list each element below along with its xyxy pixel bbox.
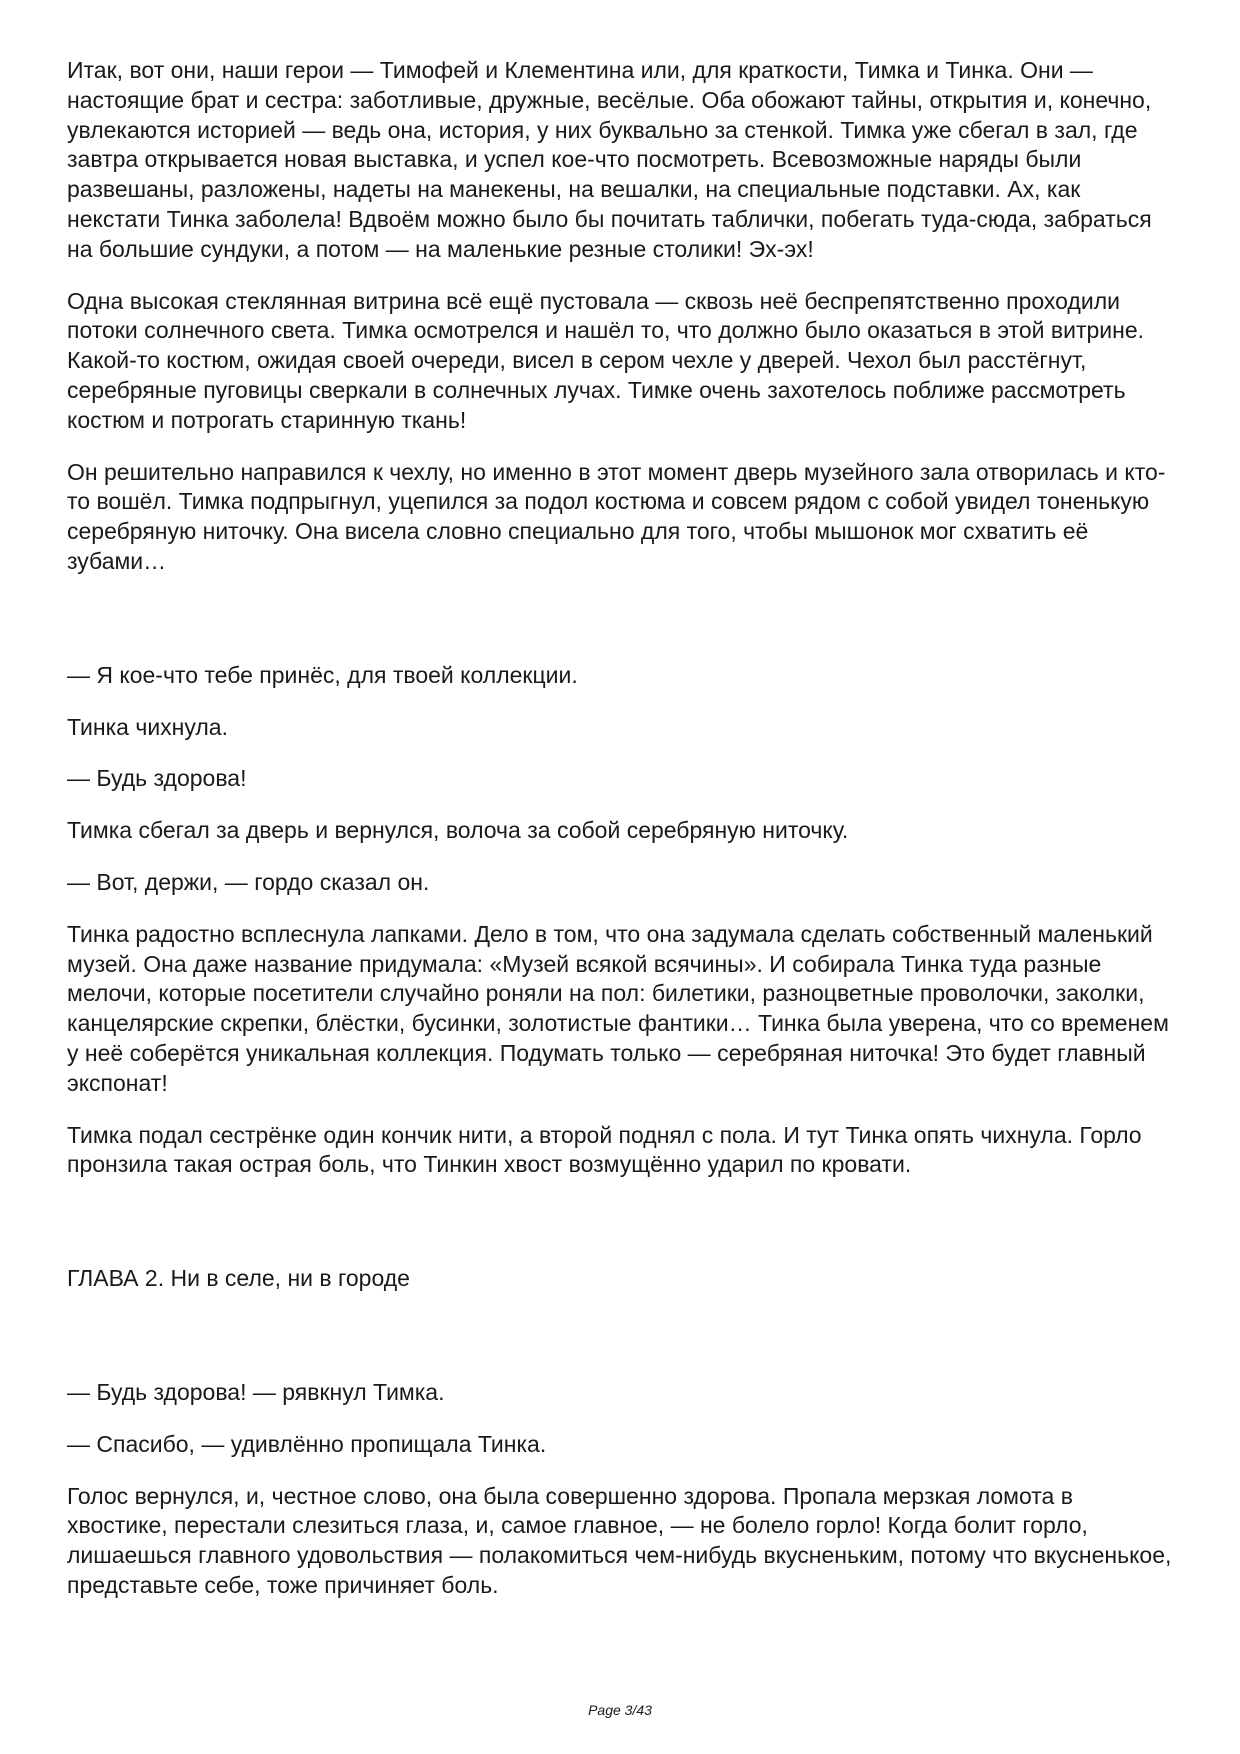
page-number: Page 3/43: [588, 1702, 652, 1718]
paragraph: Он решительно направился к чехлу, но именно в этот момент дверь музейного зала отворилась и кто-то вошёл. Тимка подпрыгнул, уцепился за подол костюма и совсем рядом с собой увидел тоненькую серебряную ниточку. Она висела словно специально для того, чтобы мышонок мог схватить её зубами…: [67, 458, 1166, 574]
paragraph: Тимка подал сестрёнке один кончик нити, а второй поднял с пола. И тут Тинка опять чихнула. Горло пронзила такая острая боль, что Тинкин хвост возмущённо ударил по кровати.: [67, 1121, 1142, 1178]
page-content: [67, 56, 1177, 1623]
paragraph: Голос вернулся, и, честное слово, она была совершенно здорова. Пропала мерзкая ломота в хвостике, перестали слезиться глаза, и, самое главное, — не болело горло! Когда болит горло, лишаешься главного удовольствия — полакомиться чем-нибудь вкусненьким, потому что вкусненькое, представьте себе, тоже причиняет боль.: [67, 1482, 1172, 1598]
paragraph: Одна высокая стеклянная витрина всё ещё пустовала — сквозь неё беспрепятственно проходили потоки солнечного света. Тимка осмотрелся и нашёл то, что должно было оказаться в этой витрине. Какой-то костюм, ожидая своей очереди, висел в сером чехле у дверей. Чехол был расстёгнут, серебряные пуговицы сверкали в солнечных лучах. Тимке очень захотелось поближе рассмотреть костюм и потрогать старинную ткань!: [67, 287, 1145, 433]
paragraph: — Будь здорова!: [67, 765, 247, 792]
paragraph: — Я кое-что тебе принёс, для твоей коллекции.: [67, 661, 578, 688]
paragraph: — Спасибо, — удивлённо пропищала Тинка.: [67, 1430, 547, 1457]
paragraph: Тимка сбегал за дверь и вернулся, волоча за собой серебряную ниточку.: [67, 817, 849, 844]
paragraph: Тинка радостно всплеснула лапками. Дело в том, что она задумала сделать собственный маленький музей. Она даже название придумала: «Музей всякой всячины». И собирала Тинка туда разные мелочи, которые посетители случайно роняли на пол: билетики, разноцветные проволочки, заколки, канцелярские скрепки, блёстки, бусинки, золотистые фантики… Тинка была уверена, что со временем у неё соберётся уникальная коллекция. Подумать только — серебряная ниточка! Это будет главный экспонат!: [67, 920, 1169, 1096]
section-break: [67, 1316, 1177, 1378]
section-break: [67, 1202, 1177, 1264]
paragraph: — Будь здорова! — рявкнул Тимка.: [67, 1378, 445, 1405]
paragraph: Итак, вот они, наши герои — Тимофей и Клементина или, для краткости, Тимка и Тинка. Они — настоящие брат и сестра: заботливые, дружные, весёлые. Оба обожают тайны, открытия и, конечно, увлекаются историей — ведь она, история, у них буквально за стенкой. Тимка уже сбегал в зал, где завтра открывается новая выставка, и успел кое-что посмотреть. Всевозможные наряды были развешаны, разложены, надеты на манекены, на вешалки, на специальные подставки. Ах, как некстати Тинка заболела! Вдвоём можно было бы почитать таблички, побегать туда-сюда, забраться на большие сундуки, а потом — на маленькие резные столики! Эх-эх!: [67, 57, 1152, 262]
section-break: [67, 599, 1177, 661]
paragraph: Тинка чихнула.: [67, 713, 228, 740]
chapter-heading: ГЛАВА 2. Ни в селе, ни в городе: [67, 1265, 410, 1292]
paragraph: — Вот, держи, — гордо сказал он.: [67, 868, 430, 895]
